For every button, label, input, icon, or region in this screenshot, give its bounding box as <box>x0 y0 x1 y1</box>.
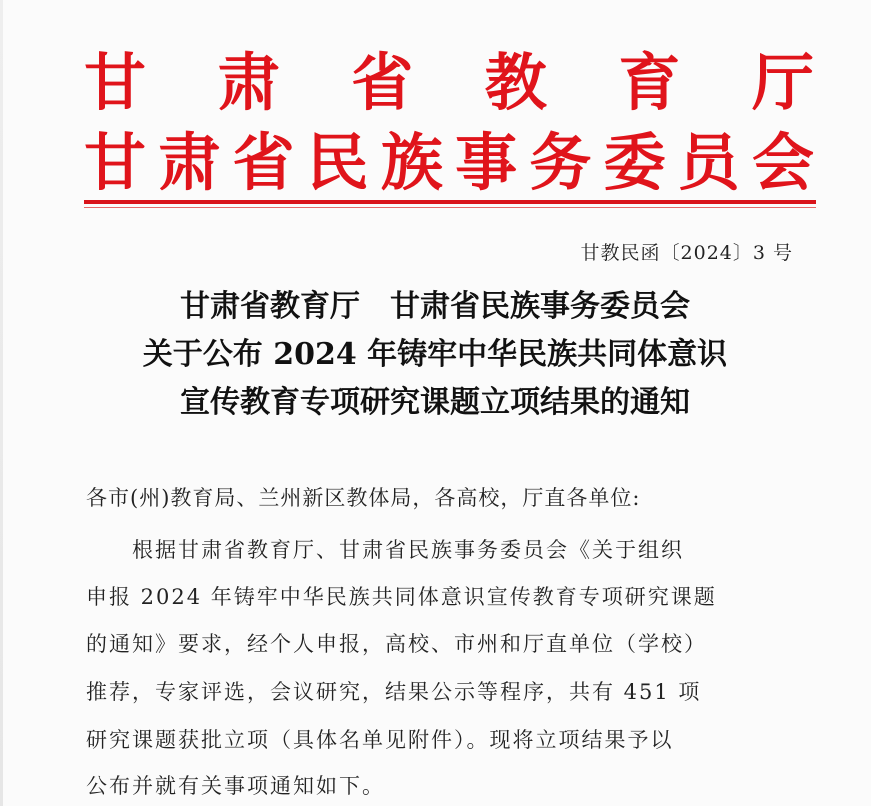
body-line: 根据甘肃省教育厅、甘肃省民族事务委员会《关于组织 <box>132 538 684 562</box>
body-line: 推荐，专家评选，会议研究，结果公示等程序，共有 451 项 <box>86 680 702 704</box>
issuer-2-char: 委 <box>603 126 666 199</box>
issuer-2-char: 会 <box>751 126 814 199</box>
issuer-2-char: 肃 <box>158 126 221 199</box>
body-line: 申报 2024 年铸牢中华民族共同体意识宣传教育专项研究课题 <box>86 585 717 609</box>
document-number: 甘教民函〔2024〕3 号 <box>580 242 793 264</box>
page-edge <box>0 0 3 806</box>
issuer-ethnic-affairs-commission <box>84 126 814 199</box>
title-line-3: 宣传教育专项研究课题立项结果的通知 <box>180 385 690 420</box>
title-line-1: 甘肃省教育厅 甘肃省民族事务委员会 <box>180 289 690 324</box>
body-line: 公布并就有关事项通知如下。 <box>86 774 385 798</box>
issuer-1-char: 省 <box>351 46 414 119</box>
issuer-2-char: 务 <box>529 126 592 199</box>
issuer-1-char: 肃 <box>217 46 280 119</box>
salutation: 各市(州)教育局、兰州新区教体局，各高校，厅直各单位: <box>86 486 641 510</box>
issuer-1-char: 厅 <box>751 46 814 119</box>
body-line: 研究课题获批立项（具体名单见附件）。现将立项结果予以 <box>86 728 674 752</box>
issuer-education-department <box>84 46 814 119</box>
red-header-rule <box>84 200 816 204</box>
red-header-rule-thin <box>84 207 816 208</box>
issuer-2-char: 事 <box>455 126 518 199</box>
issuer-1-char: 教 <box>484 46 547 119</box>
title-line-2: 关于公布 2024 年铸牢中华民族共同体意识 <box>142 337 728 372</box>
issuer-2-char: 员 <box>677 126 740 199</box>
issuer-2-char: 甘 <box>84 126 147 199</box>
issuer-2-char: 族 <box>380 126 443 199</box>
body-line: 的通知》要求，经个人申报，高校、市州和厅直单位（学校） <box>86 632 707 656</box>
issuer-1-char: 甘 <box>84 46 147 119</box>
issuer-2-char: 省 <box>232 126 295 199</box>
issuer-2-char: 民 <box>306 126 369 199</box>
issuer-1-char: 育 <box>618 46 681 119</box>
